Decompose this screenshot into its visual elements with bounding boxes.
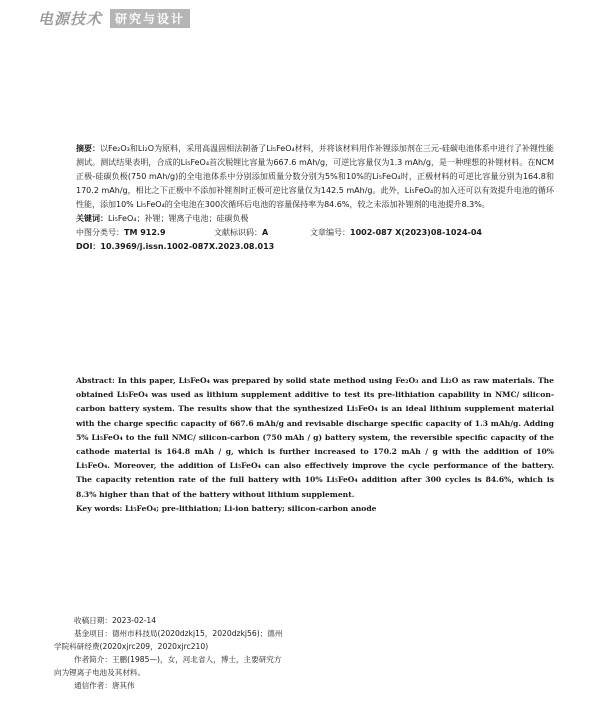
fund-project-line1: [54, 627, 304, 640]
corresponding-label: 通信作者：: [74, 681, 112, 690]
cn-abstract-text: 以Fe₂O₃和Li₂O为原料，采用高温固相法制备了Li₅FeO₄材料，并将该材料用作补锂添加剂在三元-硅碳电池体系中进行了补锂性能测试。测试结果表明，合成的Li₅FeO₄首次脱锂比容量为667.6 mAh/g，可逆比容量仅为1.3 mAh/g，是一种理想的补锂材料。在NCM正极-硅碳负极(750 mAh/g)的全电池体系中分别添加质量分数分别为5%和10%的Li₅FeO₄时，正极材料的可逆比容量分别为164.8和170.2 mAh/g，相比之下正极中不添加补锂剂时正极可逆比容量仅为142.5 mAh/g。此外，Li₅FeO₄的加入还可以有效提升电池的循环性能，添加10% Li₅FeO₄的全电池在300次循环后电池的容量保持率为84.6%，较之未添加补锂剂的电池提升8.3%。: [76, 144, 555, 209]
en-keywords: [76, 502, 554, 516]
corresponding-author: [54, 679, 304, 692]
en-keywords-label: Key words:: [76, 503, 123, 513]
received-value: 2023-02-14: [111, 616, 157, 625]
page-header: [38, 8, 190, 28]
doi-value: 10.3969/j.issn.1002-087X.2023.08.013: [100, 242, 275, 251]
clc-value: TM 912.9: [124, 228, 166, 237]
fund-project-line2: 学院科研经费(2020xjrc209，2020xjrc210): [54, 642, 209, 651]
clc-number: [76, 226, 214, 240]
article-no-value: 1002-087 X(2023)08-1024-04: [350, 228, 482, 237]
author-bio-line2: 向为锂离子电池及其材料。: [54, 668, 146, 677]
journal-name: 电源技术: [38, 9, 103, 28]
cn-abstract-paragraph: [76, 142, 554, 212]
received-label: 收稿日期：: [74, 616, 112, 625]
doi-line: [76, 240, 554, 254]
cn-keywords-text: Li₅FeO₄；补锂；锂离子电池；硅碳负极: [108, 214, 249, 223]
article-number: [310, 226, 482, 240]
received-date: [54, 614, 304, 627]
doi-label: DOI：: [76, 242, 101, 251]
author-value-1: 王鹏(1985—)，女，河北省人，博士，主要研究方: [111, 655, 282, 664]
doc-code-label: 文献标识码：: [214, 228, 262, 237]
fund-value-1: 德州市科技局(2020dzkj15，2020dzkj56)；德州: [111, 629, 283, 638]
english-abstract: [76, 374, 554, 516]
fund-label: 基金项目：: [74, 629, 112, 638]
section-tag: 研究与设计: [110, 9, 190, 28]
cn-keywords-label: 关键词：: [76, 214, 108, 223]
en-abstract-label: Abstract:: [76, 376, 115, 385]
article-footnote: [54, 614, 304, 692]
cn-keywords: [76, 212, 554, 226]
doc-code-value: A: [262, 228, 269, 237]
author-bio-line1: [54, 653, 304, 666]
clc-label: 中图分类号：: [76, 228, 124, 237]
document-code: [214, 226, 310, 240]
cn-abstract-label: 摘要：: [76, 144, 101, 153]
chinese-abstract: [76, 142, 554, 254]
en-keywords-text: Li₅FeO₄; pre-lithiation; Li-ion battery; silicon-carbon anode: [124, 503, 377, 513]
en-abstract-text: In this paper, Li₅FeO₄ was prepared by solid state method using Fe₂O₃ and Li₂O as raw materials. The obtained Li₅FeO₄ was used as lithium supplement additive to test its pre-lithiation capability in NMC/ silicon-carbon battery system. The results show that the synthesized Li₅FeO₄ is an ideal lithium supplement material with the charge specific capacity of 667.6 mAh/g and revisable discharge specific capacity of 1.3 mAh/g. Adding 5% Li₅FeO₄ to the full NMC/ silicon-carbon (750 mAh / g) battery system, the reversible specific capacity of the cathode material is 164.8 mAh / g, which is further increased to 170.2 mAh / g with the addition of 10% Li₅FeO₄. Moreover, the addition of Li₅FeO₄ can also effectively improve the cycle performance of the battery. The capacity retention rate of the full battery with 10% Li₅FeO₄ addition after 300 cycles is 84.6%, which is 8.3% higher than that of the battery without lithium supplement.: [76, 376, 554, 499]
author-label: 作者简介：: [74, 655, 112, 664]
en-abstract-paragraph: [76, 374, 554, 502]
classification-row: [76, 226, 554, 240]
article-no-label: 文章编号：: [310, 228, 350, 237]
corresponding-value: 唐其伟: [111, 681, 135, 690]
